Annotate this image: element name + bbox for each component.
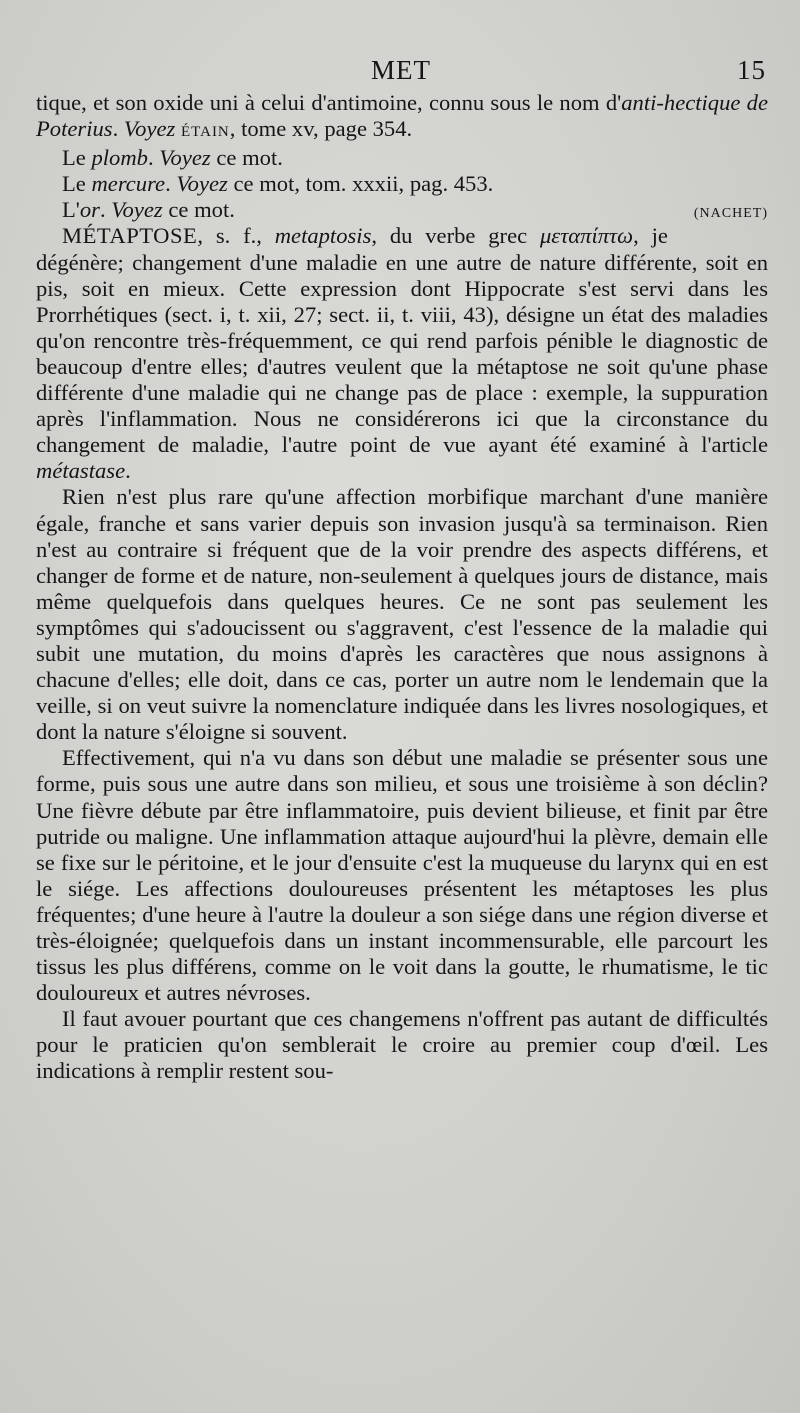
paragraph-5	[36, 223, 768, 484]
page-number: 15	[737, 55, 766, 85]
text-run: , s. f.,	[197, 223, 275, 249]
italic-term: anti-hectique de Poterius	[36, 90, 769, 142]
body-text	[36, 90, 768, 1085]
entry-headword: MÉTAPTOSE	[62, 223, 198, 249]
italic-term: plomb	[91, 145, 148, 171]
paragraph-8: Il faut avouer pourtant que ces changemens n'offrent pas autant de difficultés pour le praticien qu'on semblerait le croire au premier coup d'œil. Les indications à remplir restent sou-	[36, 1006, 768, 1084]
see-reference: Voyez	[123, 116, 176, 142]
text-run: , du verbe grec	[371, 223, 540, 249]
small-caps-term: ÉTAIN	[180, 124, 230, 141]
paragraph-1	[36, 90, 768, 145]
latin-term: metaptosis	[274, 223, 372, 249]
text-run: .	[147, 145, 160, 171]
text-run: Le	[62, 145, 92, 171]
italic-term: mercure	[91, 171, 166, 197]
text-run: , tome xv, page 354.	[229, 116, 413, 142]
page-header	[36, 55, 766, 89]
paragraph-4	[36, 197, 768, 223]
running-head: MET	[371, 55, 431, 85]
paragraph-2	[36, 145, 768, 171]
author-signature: (NACHET)	[693, 206, 768, 222]
text-run: ce mot, tom. xxxii, pag. 453.	[227, 171, 494, 197]
text-run: , je dégénère; changement d'une maladie en une autre de nature différente, soit en pis, soit en mieux. Cette expression dont Hippocrate s'est servi dans les Prorrhétiques (sect. i, t. xii, 27; sect. ii, t. viii, 43), désigne un état des maladies qu'on rencontre très-fréquemment, ce qui rend parfois pénible le diagnostic de beaucoup d'entre elles; d'autres veulent que la métaptose ne soit qu'une phase différente d'une maladie qui ne change pas de place : exemple, la suppuration après l'inflammation. Nous ne considérerons ici que la circonstance du changement de maladie, l'autre point de vue ayant été examiné à l'article	[36, 223, 768, 458]
text-run: .	[99, 197, 112, 223]
italic-term: or	[79, 197, 100, 223]
see-reference: Voyez	[111, 197, 163, 223]
see-reference: Voyez	[159, 145, 211, 171]
paragraph-6: Rien n'est plus rare qu'une affection morbifique marchant d'une manière égale, franche et sans varier depuis son invasion jusqu'à sa terminaison. Rien n'est au contraire si fréquent que de la voir prendre des aspects différens, et changer de forme et de nature, non-seulement à quelques jours de distance, mais même quelquefois dans quelques heures. Ce ne sont pas seulement les symptômes qui s'adoucissent ou s'aggravent, c'est l'essence de la maladie qui subit une mutation, du moins d'après les caractères que nous assignons à chacune d'elles; elle doit, dans ce cas, porter un autre nom le lendemain que la veille, si on veut suivre la nomenclature indiquée dans les livres nosologiques, et dont la nature s'éloigne si souvent.	[36, 484, 768, 745]
text-run: .	[165, 171, 177, 197]
text-run: Le	[62, 171, 92, 197]
paragraph-3	[36, 171, 768, 197]
text-run: .	[125, 458, 131, 484]
see-reference: Voyez	[176, 171, 228, 197]
cross-reference: métastase	[36, 458, 126, 484]
text-run: .	[112, 116, 124, 142]
text-run: L'	[62, 197, 80, 223]
text-run: ce mot.	[210, 145, 283, 171]
text-run: ce mot.	[162, 197, 235, 223]
text-run: tique, et son oxide uni à celui d'antimoine, connu sous le nom d'	[36, 90, 622, 115]
greek-term: μεταπίπτω	[539, 223, 634, 249]
paragraph-7: Effectivement, qui n'a vu dans son début une maladie se présenter sous une forme, puis sous une autre dans son milieu, et sous une troisième à son déclin? Une fièvre débute par être inflammatoire, puis devient bilieuse, et finit par être putride ou maligne. Une inflammation attaque aujourd'hui la plèvre, demain elle se fixe sur le péritoine, et le jour d'ensuite c'est la muqueuse du larynx qui en est le siége. Les affections douloureuses présentent les métaptoses les plus fréquentes; d'une heure à l'autre la douleur a son siége dans une région diverse et très-éloignée; quelquefois dans un instant incommensurable, elle parcourt les tissus les plus différens, comme on le voit dans la goutte, le rhumatisme, le tic douloureux et autres névroses.	[36, 745, 768, 1006]
